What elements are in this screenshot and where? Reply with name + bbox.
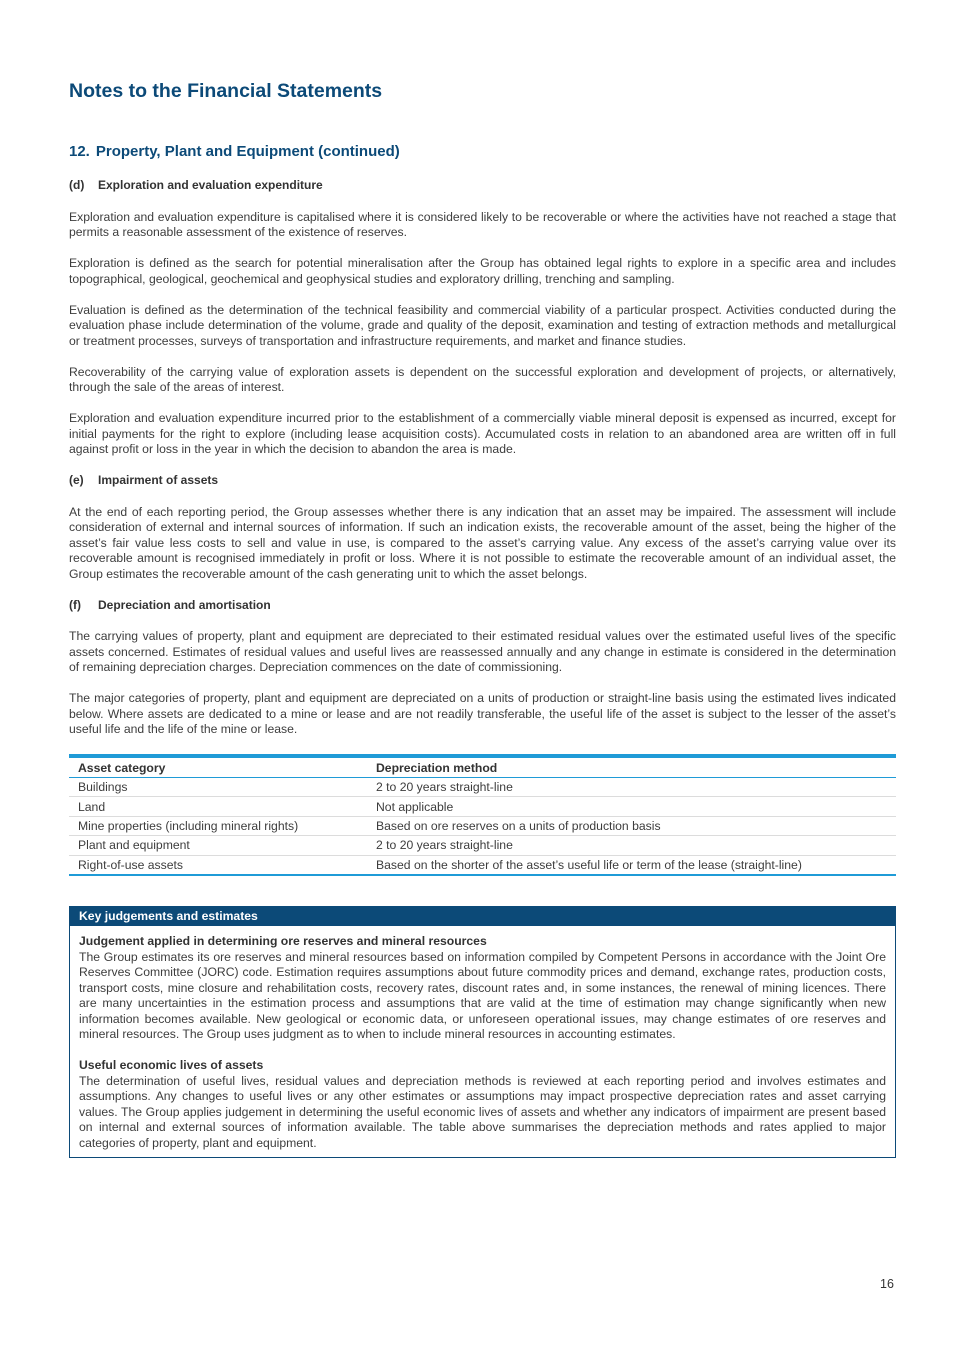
judgement-text: The determination of useful lives, residual values and depreciation methods is reviewed at each reporting period and involves estimates and assumptions. Any changes to useful lives or any other estimates or assumptions may impact prospective depreciation rates and asset carrying values. The Group applies judgement in determining the useful economic lives of assets and whether any indicators of impairment are present based on internal and external sources of information available. The table above summarises the depreciation methods and rates applied to major categories of property, plant and equipment. — [79, 1073, 886, 1150]
table-row — [69, 778, 896, 797]
paragraph: Recoverability of the carrying value of exploration assets is dependent on the successful exploration and development of projects, or alternatively, through the sale of the areas of interest. — [69, 364, 896, 394]
section-title: Property, Plant and Equipment (continued) — [95, 143, 400, 160]
key-judgements-box — [69, 906, 896, 1158]
subsection-heading-d — [69, 178, 896, 194]
subsection-letter: (e) — [69, 473, 84, 487]
notes-body — [69, 178, 896, 753]
paragraph: The major categories of property, plant and equipment are depreciated on a units of production or straight-line basis using the estimated lives indicated below. Where assets are dedicated to a mine or lease and are not readily transferable, the useful life of the asset is subject to the lesser of the asset’s useful life and the life of the mine or lease. — [69, 691, 896, 736]
paragraph: Exploration and evaluation expenditure is capitalised where it is considered likely to be recoverable or where the activities have not reached a stage that permits a reasonable assessment of the existence of reserves. — [69, 209, 896, 239]
paragraph: Exploration and evaluation expenditure incurred prior to the establishment of a commercially viable mineral deposit is expensed as incurred, except for initial payments for the right to explore (including lease acquisition costs). Accumulated costs in relation to an abandoned area are written off in full against profit or loss in the year in which the decision to abandon the area is made. — [69, 411, 896, 456]
table-row — [69, 855, 896, 875]
table-cell: Based on ore reserves on a units of production basis — [367, 816, 896, 835]
subsection-heading-f — [69, 598, 896, 614]
table-cell: Mine properties (including mineral rights) — [69, 816, 367, 835]
table-header-row — [69, 756, 896, 778]
column-header: Depreciation method — [367, 756, 896, 778]
depreciation-table — [69, 754, 896, 876]
table-row — [69, 797, 896, 816]
subsection-letter: (f) — [69, 597, 81, 612]
paragraph: At the end of each reporting period, the Group assesses whether there is any indication that an asset may be impaired. The assessment will include consideration of external and internal sources of information. If such an indication exists, the recoverable amount of the asset, being the higher of the asset’s fair value less costs to sell and value in use, is compared to the asset’s carrying value. Any excess of the asset’s carrying value over its recoverable amount is recognised immediately in profit or loss. Where it is not possible to estimate the recoverable amount of an individual asset, the Group estimates the recoverable amount of the cash generating unit to which the asset belongs. — [69, 504, 896, 581]
table-cell: Plant and equipment — [69, 836, 367, 855]
table-cell: Not applicable — [367, 797, 896, 816]
table-cell: Right-of-use assets — [78, 857, 183, 872]
subsection-title: Depreciation and amortisation — [98, 597, 271, 612]
table-cell: 2 to 20 years straight-line — [367, 836, 896, 855]
table-row — [69, 836, 896, 855]
key-judgements-header: Key judgements and estimates — [70, 907, 895, 926]
table-cell: 2 to 20 years straight-line — [367, 778, 896, 797]
page-number: 16 — [880, 1277, 894, 1291]
subsection-title: Exploration and evaluation expenditure — [98, 178, 323, 192]
column-header: Asset category — [69, 756, 367, 778]
judgement-text: The Group estimates its ore reserves and mineral resources based on information compiled by Competent Persons in accordance with the Joint Ore Reserves Committee (JORC) code. Estimation requires assumptions about future commodity prices and demand, exchange rates, production costs, transport costs, mine closure and rehabilitation costs, recovery rates, discount rates and, in some instances, the renewal of mining licences. There are many uncertainties in the estimation process and assumptions that are valid at the time of estimation may change significantly when new information becomes available. New geological or economic data, or unforeseen operational issues, may change estimates of ore reserves and mineral resources. The Group uses judgment as to when to include mineral resources in accounting estimates. — [79, 949, 886, 1041]
subsection-letter: (d) — [69, 178, 85, 192]
paragraph: The carrying values of property, plant and equipment are depreciated to their estimated residual values over the estimated useful lives of the specific assets concerned. Estimates of residual values and useful lives are reassessed annually and any change in estimate is considered in the determination of remaining depreciation charges. Depreciation commences on the date of commissioning. — [69, 629, 896, 674]
page-title: Notes to the Financial Statements — [69, 80, 383, 102]
table-cell: Land — [69, 797, 367, 816]
judgement-title: Judgement applied in determining ore reserves and mineral resources — [79, 934, 487, 948]
judgement-title: Useful economic lives of assets — [79, 1058, 264, 1072]
table-row — [69, 816, 896, 835]
paragraph: Evaluation is defined as the determination of the technical feasibility and commercial viability of a particular prospect. Activities conducted during the evaluation phase include determination of the volume, grade and quality of the deposit, examination and testing of extraction methods and metallurgical or treatment processes, surveys of transportation and infrastructure requirements, and market and finance studies. — [69, 302, 896, 348]
section-heading — [69, 143, 400, 160]
table-cell: Based on the shorter of the asset’s useful life or term of the lease (straight-line) — [376, 857, 802, 872]
section-number: 12. — [69, 143, 90, 160]
key-judgements-body — [70, 926, 895, 1151]
subsection-title: Impairment of assets — [98, 473, 219, 487]
subsection-heading-e — [69, 473, 896, 489]
table-cell: Buildings — [69, 778, 367, 797]
paragraph: Exploration is defined as the search for potential mineralisation after the Group has obtained legal rights to explore in a specific area and includes topographical, geological, geochemical and geophysical studies and exploratory drilling, trenching and sampling. — [69, 256, 896, 286]
